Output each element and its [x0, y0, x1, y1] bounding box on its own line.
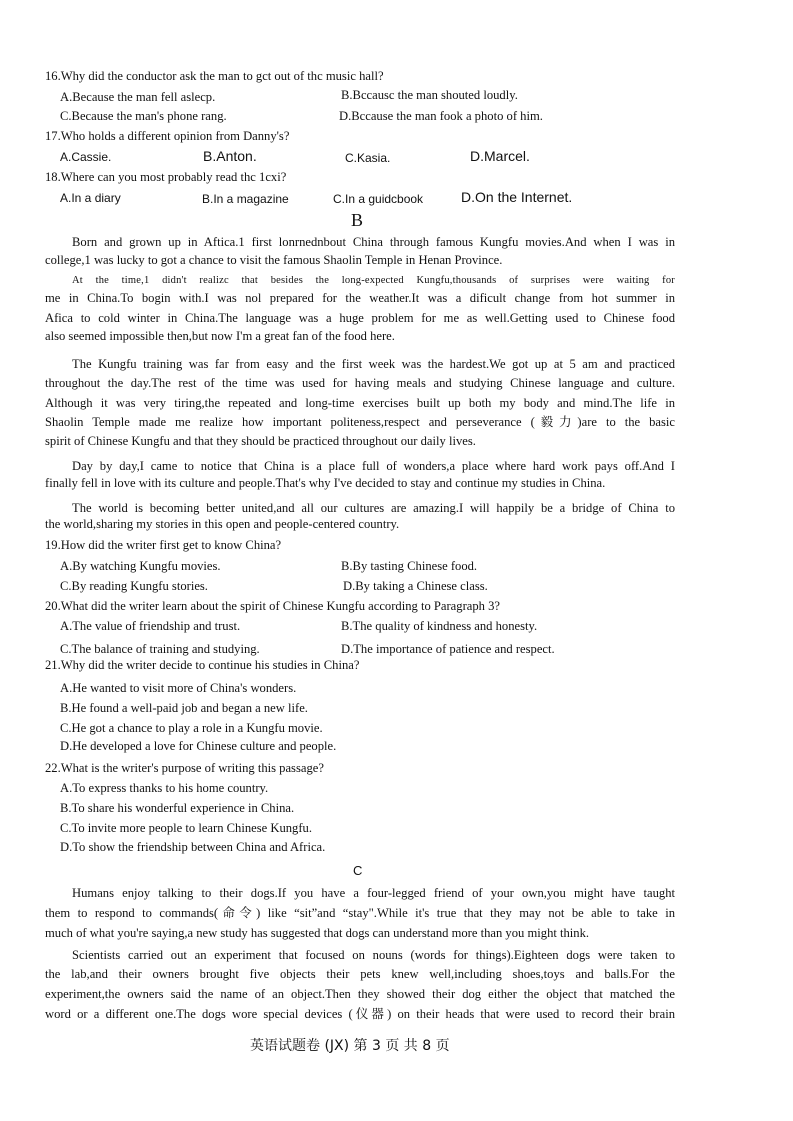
question-16-option-d: D.Bccause the man fook a photo of him.: [339, 109, 543, 123]
question-20-option-c: C.The balance of training and studying.: [60, 642, 260, 656]
question-21-option-a: A.He wanted to visit more of China's wonders.: [60, 681, 297, 695]
question-19-option-b: B.By tasting Chinese food.: [341, 559, 478, 573]
passage-b-p5-line-1: The world is becoming better united,and all our cultures are amazing.I will happily be a bridge of China to: [72, 501, 675, 515]
passage-b-p5-line-2: the world,sharing my stories in this open and people-centered country.: [45, 517, 400, 531]
passage-b-p3-line-3: Although it was very tiring,the repeated and long-time exercises built up both my body and mind.The life in: [45, 396, 675, 410]
passage-b-p3-line-5: spirit of Chinese Kungfu and that they should be practiced throughout our daily lives.: [45, 434, 476, 448]
question-20-stem: 20.What did the writer learn about the spirit of Chinese Kungfu according to Paragraph 3?: [45, 599, 500, 613]
question-17-option-d: D.Marcel.: [470, 148, 530, 164]
question-16-option-a: A.Because the man fell aslecp.: [60, 90, 216, 104]
question-19-stem: 19.How did the writer first get to know China?: [45, 538, 282, 552]
section-b-heading: B: [351, 210, 364, 230]
passage-b-p1-line-1: Born and grown up in Aftica.1 first lonrnednbout China through famous Kungfu movies.And when I was in: [72, 235, 675, 249]
question-18-stem: 18.Where can you most probably read thc 1cxi?: [45, 170, 287, 184]
passage-b-p4-line-1: Day by day,I came to notice that China is a place full of wonders,a place where hard work pays off.And I: [72, 459, 675, 473]
passage-c-p1-line-2: them to respond to commands(命令) like “sit”and “stay".While it's true that they may not be able to take in: [45, 906, 675, 920]
passage-b-p3-line-4: Shaolin Temple made me realize how important politeness,respect and perseverance (毅力)are to the basic: [45, 415, 675, 429]
question-20-option-a: A.The value of friendship and trust.: [60, 619, 241, 633]
page-footer: 英语试题卷 (JX) 第 3 页 共 8 页: [250, 1038, 450, 1054]
question-18-option-c: C.In a guidcbook: [333, 192, 424, 206]
question-19-option-d: D.By taking a Chinese class.: [343, 579, 488, 593]
question-22-option-b: B.To share his wonderful experience in China.: [60, 801, 295, 815]
passage-c-p1-line-3: much of what you're saying,a new study has suggested that dogs can understand more than you might think.: [45, 926, 590, 940]
question-19-option-c: C.By reading Kungfu stories.: [60, 579, 208, 593]
question-22-option-a: A.To express thanks to his home country.: [60, 781, 269, 795]
question-21-option-b: B.He found a well-paid job and began a new life.: [60, 701, 308, 715]
question-18-option-d: D.On the Internet.: [461, 189, 573, 205]
question-21-stem: 21.Why did the writer decide to continue his studies in China?: [45, 658, 360, 672]
question-21-option-c: C.He got a chance to play a role in a Kungfu movie.: [60, 721, 323, 735]
passage-b-p2-line-4: also seemed impossible then,but now I'm a great fan of the food here.: [45, 329, 395, 343]
question-17-option-c: C.Kasia.: [345, 151, 391, 165]
passage-b-p1-line-2: college,1 was lucky to got a chance to visit the famous Shaolin Temple in Henan Province.: [45, 253, 503, 267]
passage-b-p2-line-3: Afica to cold winter in China.The language was a huge problem for me as well.Getting used to Chinese food: [45, 311, 675, 325]
question-17-option-b: B.Anton.: [203, 148, 257, 164]
question-19-option-a: A.By watching Kungfu movies.: [60, 559, 221, 573]
passage-b-p3-line-1: The Kungfu training was far from easy and the first week was the hardest.We got up at 5 am and practiced: [72, 357, 675, 371]
question-18-option-a: A.In a diary: [60, 191, 121, 205]
question-16-option-b: B.Bccausc the man shouted loudly.: [341, 88, 518, 102]
question-22-option-d: D.To show the friendship between China and Africa.: [60, 840, 326, 854]
question-22-stem: 22.What is the writer's purpose of writing this passage?: [45, 761, 324, 775]
question-21-option-d: D.He developed a love for Chinese culture and people.: [60, 739, 337, 753]
question-20-option-d: D.The importance of patience and respect.: [341, 642, 555, 656]
passage-c-p1-line-1: Humans enjoy talking to their dogs.If you have a four-legged friend of your own,you might have taught: [72, 886, 675, 900]
passage-b-p4-line-2: finally fell in love with its culture and people.That's why I've decided to stay and continue my studies in China.: [45, 476, 606, 490]
question-18-option-b: B.In a magazine: [202, 192, 289, 206]
passage-c-p2-line-3: experiment,the owners said the name of an object.Then they showed their dog either the object that matched the: [45, 987, 675, 1001]
passage-c-p2-line-2: the lab,and their owners brought five objects their pets knew well,including shoes,toys and balls.For the: [45, 967, 675, 981]
passage-b-p3-line-2: throughout the day.The rest of the time was used for having meals and studying Chinese language and culture.: [45, 376, 675, 390]
passage-c-p2-line-4: word or a different one.The dogs wore special devices (仪器) on their heads that were used to record their brain: [45, 1007, 675, 1021]
question-20-option-b: B.The quality of kindness and honesty.: [341, 619, 538, 633]
section-c-heading: C: [353, 863, 363, 878]
question-17-stem: 17.Who holds a different opinion from Danny's?: [45, 129, 290, 143]
question-16-option-c: C.Because the man's phone rang.: [60, 109, 227, 123]
passage-b-p2-line-2: me in China.To bogin with.I was nol prepared for the weather.It was a dificult change from hot summer in: [45, 291, 675, 305]
passage-b-p2-line-1: At the time,1 didn't realizc that besides the long-expected Kungfu,thousands of surprises were waiting for: [72, 275, 675, 286]
question-16-stem: 16.Why did the conductor ask the man to gct out of thc music hall?: [45, 69, 384, 83]
question-22-option-c: C.To invite more people to learn Chinese Kungfu.: [60, 821, 312, 835]
question-17-option-a: A.Cassie.: [60, 150, 112, 164]
passage-c-p2-line-1: Scientists carried out an experiment that focused on nouns (words for things).Eighteen dogs were taken to: [72, 948, 675, 962]
